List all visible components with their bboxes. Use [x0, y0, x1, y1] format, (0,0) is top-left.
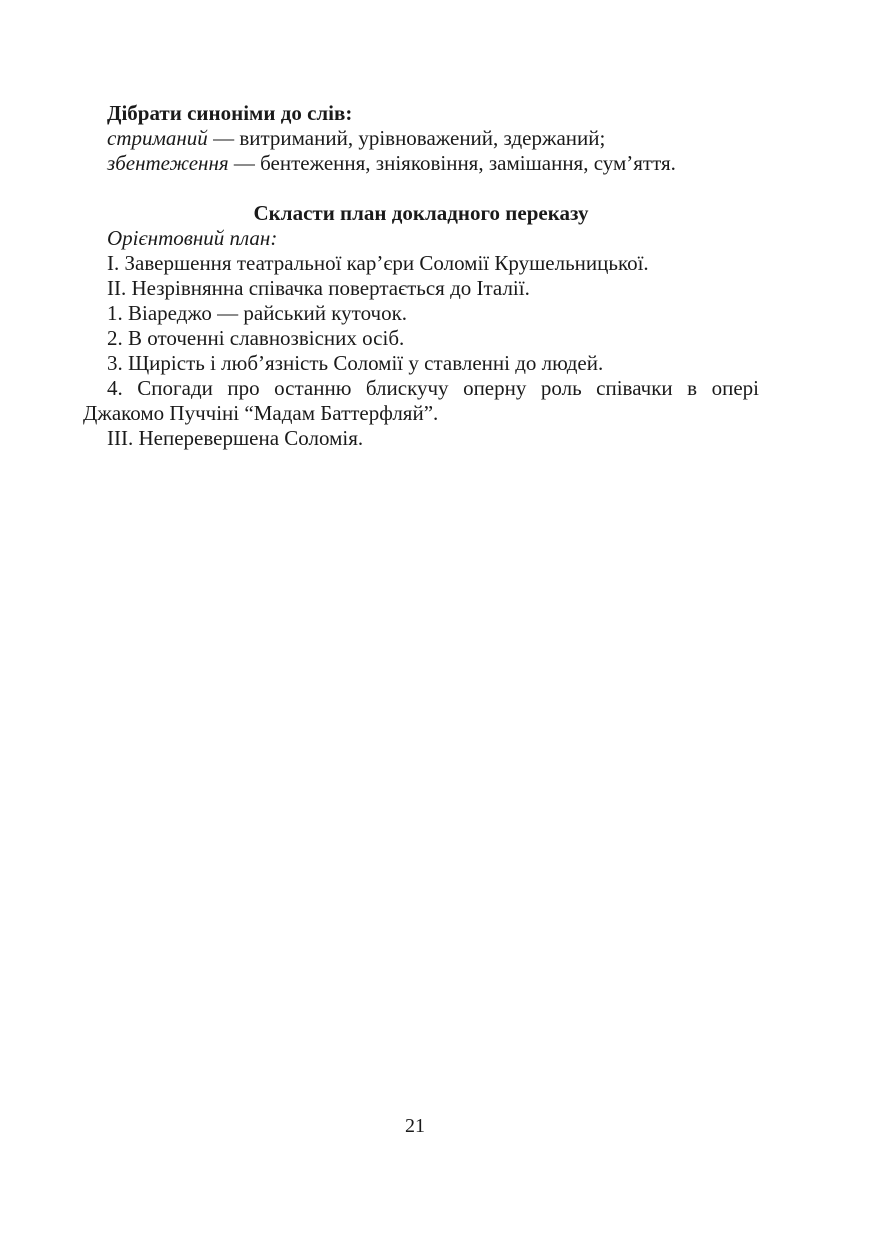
synonym-list: — бентеження, зніяковіння, замішання, сум’яття.	[228, 151, 676, 175]
plan-item: III. Неперевершена Соломія.	[107, 426, 364, 450]
plan-item: 1. Віареджо — райський куточок.	[107, 301, 408, 325]
paragraph-gap	[83, 176, 759, 201]
plan-heading: Скласти план докладного переказу	[253, 201, 589, 225]
plan-item: 2. В оточенні славнозвісних осіб.	[107, 326, 405, 350]
page-number: 21	[405, 1115, 425, 1137]
plan-item: II. Незрівнянна співачка повертається до Італії.	[107, 276, 530, 300]
synonym-word: стриманий	[107, 126, 208, 150]
plan-subheading	[83, 226, 759, 251]
plan-item-4-line-2: Джакомо Пуччіні “Мадам Баттерфляй”.	[83, 401, 439, 425]
synonym-list: — витриманий, урівноважений, здержаний;	[207, 126, 606, 150]
plan-subheading-text: Орієнтовний план:	[107, 226, 278, 250]
synonym-word: збентеження	[107, 151, 229, 175]
synonyms-heading: Дібрати синоніми до слів:	[107, 101, 353, 125]
plan-item: 3. Щирість і люб’язність Соломії у ставленні до людей.	[107, 351, 604, 375]
plan-item-4-line-1: 4. Спогади про останню блискучу оперну роль співачки в опері	[107, 376, 759, 400]
synonym-row	[83, 126, 759, 151]
synonym-row	[83, 151, 759, 176]
text-block	[83, 101, 759, 451]
plan-item: I. Завершення театральної кар’єри Соломії Крушельницької.	[107, 251, 649, 275]
